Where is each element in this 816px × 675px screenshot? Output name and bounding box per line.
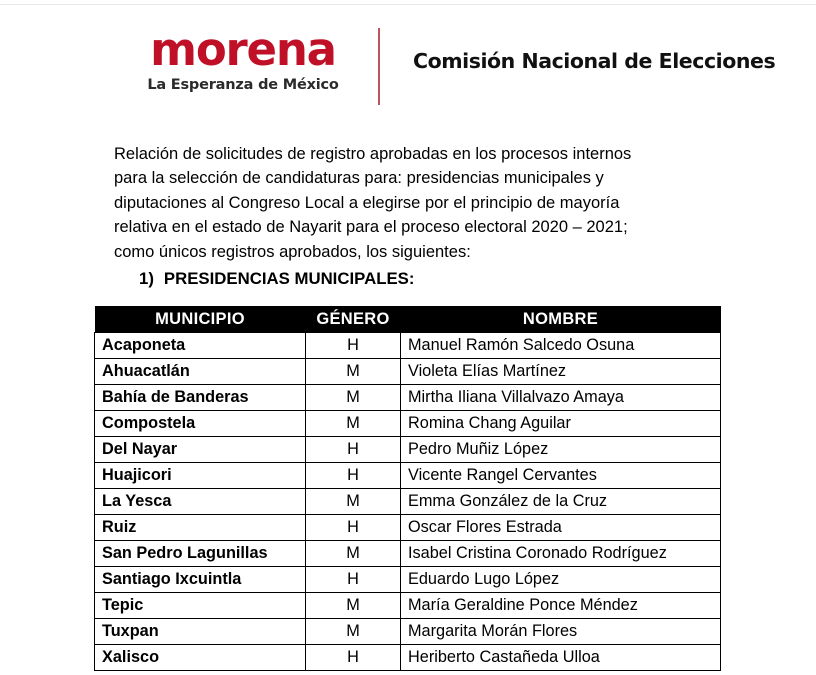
cell-nombre: Pedro Muñiz López [401, 437, 721, 463]
table-row [95, 541, 721, 567]
cell-nombre: Margarita Morán Flores [401, 619, 721, 645]
column-header-nombre: NOMBRE [401, 306, 721, 333]
cell-nombre: Isabel Cristina Coronado Rodríguez [401, 541, 721, 567]
table-row [95, 333, 721, 359]
cell-genero: M [306, 359, 401, 385]
cell-genero: H [306, 515, 401, 541]
cell-nombre: María Geraldine Ponce Méndez [401, 593, 721, 619]
cell-nombre: Violeta Elías Martínez [401, 359, 721, 385]
cell-municipio: Tuxpan [95, 619, 306, 645]
table-row [95, 619, 721, 645]
section-number: 1) [139, 269, 154, 288]
page-top-rule [0, 4, 816, 5]
cell-genero: M [306, 385, 401, 411]
intro-line-5: como únicos registros aprobados, los siguientes: [114, 242, 471, 261]
table-body [95, 333, 721, 671]
cell-municipio: Ruiz [95, 515, 306, 541]
cell-genero: H [306, 645, 401, 671]
table-row [95, 463, 721, 489]
vertical-divider [378, 28, 380, 105]
cell-nombre: Oscar Flores Estrada [401, 515, 721, 541]
intro-paragraph [114, 142, 710, 264]
cell-municipio: La Yesca [95, 489, 306, 515]
cell-nombre: Romina Chang Aguilar [401, 411, 721, 437]
table-row [95, 385, 721, 411]
intro-line-2: para la selección de candidaturas para: presidencias municipales y [114, 169, 604, 188]
commission-name: Comisión Nacional de Elecciones [413, 49, 776, 73]
morena-logo [130, 23, 356, 94]
cell-municipio: Bahía de Banderas [95, 385, 306, 411]
cell-municipio: San Pedro Lagunillas [95, 541, 306, 567]
table-row [95, 515, 721, 541]
intro-line-1: Relación de solicitudes de registro aprobadas en los procesos internos [114, 145, 632, 163]
cell-genero: H [306, 437, 401, 463]
column-header-municipio: MUNICIPIO [95, 306, 306, 333]
cell-genero: M [306, 619, 401, 645]
cell-municipio: Huajicori [95, 463, 306, 489]
intro-line-3: diputaciones al Congreso Local a elegirse por el principio de mayoría [114, 193, 620, 212]
presidencias-municipales-table [94, 306, 721, 671]
cell-nombre: Vicente Rangel Cervantes [401, 463, 721, 489]
cell-genero: H [306, 333, 401, 359]
cell-genero: H [306, 567, 401, 593]
table-header [95, 306, 721, 333]
cell-municipio: Tepic [95, 593, 306, 619]
table-row [95, 645, 721, 671]
section-heading [139, 268, 414, 290]
table-row [95, 411, 721, 437]
table-row [95, 489, 721, 515]
table-row [95, 567, 721, 593]
cell-genero: M [306, 411, 401, 437]
cell-municipio: Santiago Ixcuintla [95, 567, 306, 593]
intro-line-4: relativa en el estado de Nayarit para el proceso electoral 2020 – 2021; [114, 218, 628, 237]
table-header-row [95, 306, 721, 333]
morena-tagline: La Esperanza de México [147, 77, 339, 93]
cell-nombre: Mirtha Iliana Villalvazo Amaya [401, 385, 721, 411]
cell-nombre: Manuel Ramón Salcedo Osuna [401, 333, 721, 359]
morena-wordmark: morena [150, 23, 336, 76]
cell-nombre: Eduardo Lugo López [401, 567, 721, 593]
cell-genero: M [306, 593, 401, 619]
cell-nombre: Heriberto Castañeda Ulloa [401, 645, 721, 671]
cell-nombre: Emma González de la Cruz [401, 489, 721, 515]
cell-genero: H [306, 463, 401, 489]
cell-municipio: Acaponeta [95, 333, 306, 359]
table-row [95, 593, 721, 619]
table-row [95, 359, 721, 385]
cell-genero: M [306, 489, 401, 515]
section-title: PRESIDENCIAS MUNICIPALES: [163, 269, 415, 288]
cell-municipio: Ahuacatlán [95, 359, 306, 385]
cell-municipio: Compostela [95, 411, 306, 437]
table-row [95, 437, 721, 463]
cell-municipio: Del Nayar [95, 437, 306, 463]
column-header-genero: GÉNERO [306, 306, 401, 333]
letterhead [0, 23, 816, 110]
cell-municipio: Xalisco [95, 645, 306, 671]
cell-genero: M [306, 541, 401, 567]
